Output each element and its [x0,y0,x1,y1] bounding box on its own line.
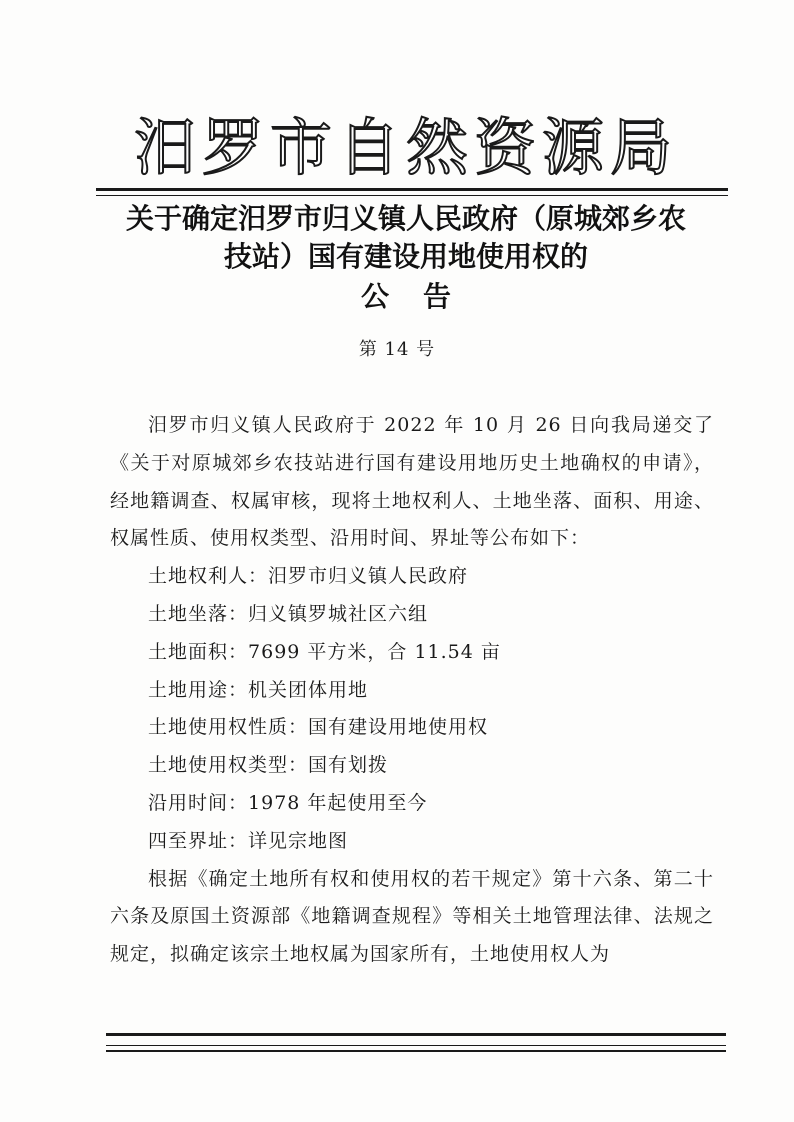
field-value: 汨罗市归义镇人民政府 [268,565,469,588]
field-label: 土地坐落： [148,602,249,625]
field-label: 土地使用权性质： [148,716,309,739]
field-value: 国有建设用地使用权 [308,716,489,739]
field-value: 详见宗地图 [248,829,349,852]
field-value: 7699 平方米，合 11.54 亩 [248,640,501,663]
footer-rule-lower [106,1050,726,1052]
field-value: 归义镇罗城社区六组 [248,602,429,625]
title-line-1: 关于确定汨罗市归义镇人民政府（原城郊乡农 [125,202,686,235]
field-value: 国有划拨 [308,754,389,777]
field-land-rights-holder [110,558,714,596]
intro-paragraph: 汨罗市归义镇人民政府于 2022 年 10 月 26 日向我局递交了《关于对原城郊乡农技站进行国有建设用地历史土地确权的申请》，经地籍调查、权属审核，现将土地权利人、土地坐落、面积、用途、权属性质、使用权类型、沿用时间、界址等公布如下： [110,414,714,550]
field-label: 四至界址： [148,829,249,852]
field-label: 土地用途： [148,678,249,701]
field-label: 土地面积： [148,640,249,663]
header-rule-thin [96,195,728,196]
field-value: 1978 年起使用至今 [248,791,428,814]
field-boundaries [110,823,714,861]
field-usage-period [110,785,714,823]
document-number: 第 14 号 [358,339,436,360]
title-line-3: 公告 [360,280,485,313]
footer-rule-thin [106,1045,726,1046]
footer-rule-thick [106,1033,726,1036]
field-land-use-right-nature [110,709,714,747]
field-label: 沿用时间： [148,791,249,814]
title-line-2: 技站）国有建设用地使用权的 [223,240,588,273]
field-value: 机关团体用地 [248,678,369,701]
field-land-area [110,634,714,672]
header-rule-thick [96,188,728,191]
document-body [110,407,714,974]
field-land-location [110,596,714,634]
field-land-use [110,672,714,710]
field-label: 土地使用权类型： [148,754,309,777]
field-label: 土地权利人： [148,565,269,588]
field-land-use-right-type [110,747,714,785]
basis-paragraph: 根据《确定土地所有权和使用权的若干规定》第十六条、第二十六条及原国土资源部《地籍调查规程》等相关土地管理法律、法规之规定，拟确定该宗土地权属为国家所有，土地使用权人为 [110,867,714,966]
organization-header: 汨罗市自然资源局 [133,111,678,184]
document-title [96,200,716,316]
